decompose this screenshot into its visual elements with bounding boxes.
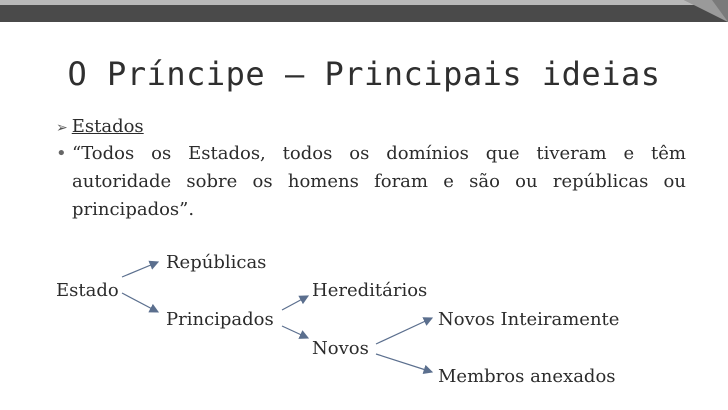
- node-republicas: Repúblicas: [166, 252, 267, 273]
- arrow-bullet-icon: ➢: [56, 120, 68, 136]
- bullet-heading-text: Estados: [71, 116, 144, 137]
- dot-bullet-icon: •: [56, 143, 67, 164]
- node-hereditarios: Hereditários: [312, 280, 428, 301]
- arrow-principados-hereditarios: [282, 296, 308, 310]
- quote-line-2: autoridade sobre os homens foram e são ou repúblicas ou: [72, 171, 686, 192]
- arrow-novos-inteiramente: [376, 318, 432, 344]
- node-principados: Principados: [166, 309, 274, 330]
- node-estado: Estado: [56, 280, 119, 301]
- slide-title: O Príncipe – Principais ideias: [67, 55, 661, 93]
- arrow-novos-anexados: [376, 354, 432, 372]
- node-novos: Novos: [312, 338, 369, 359]
- arrow-estado-principados: [122, 293, 158, 312]
- quote-line-3: principados”.: [72, 199, 195, 220]
- arrow-estado-republicas: [122, 262, 158, 277]
- arrow-principados-novos: [282, 326, 308, 338]
- node-novos-inteiramente: Novos Inteiramente: [438, 309, 620, 330]
- node-membros-anexados: Membros anexados: [438, 366, 616, 387]
- quote-line-1: “Todos os Estados, todos os domínios que tiveram e têm: [72, 143, 686, 164]
